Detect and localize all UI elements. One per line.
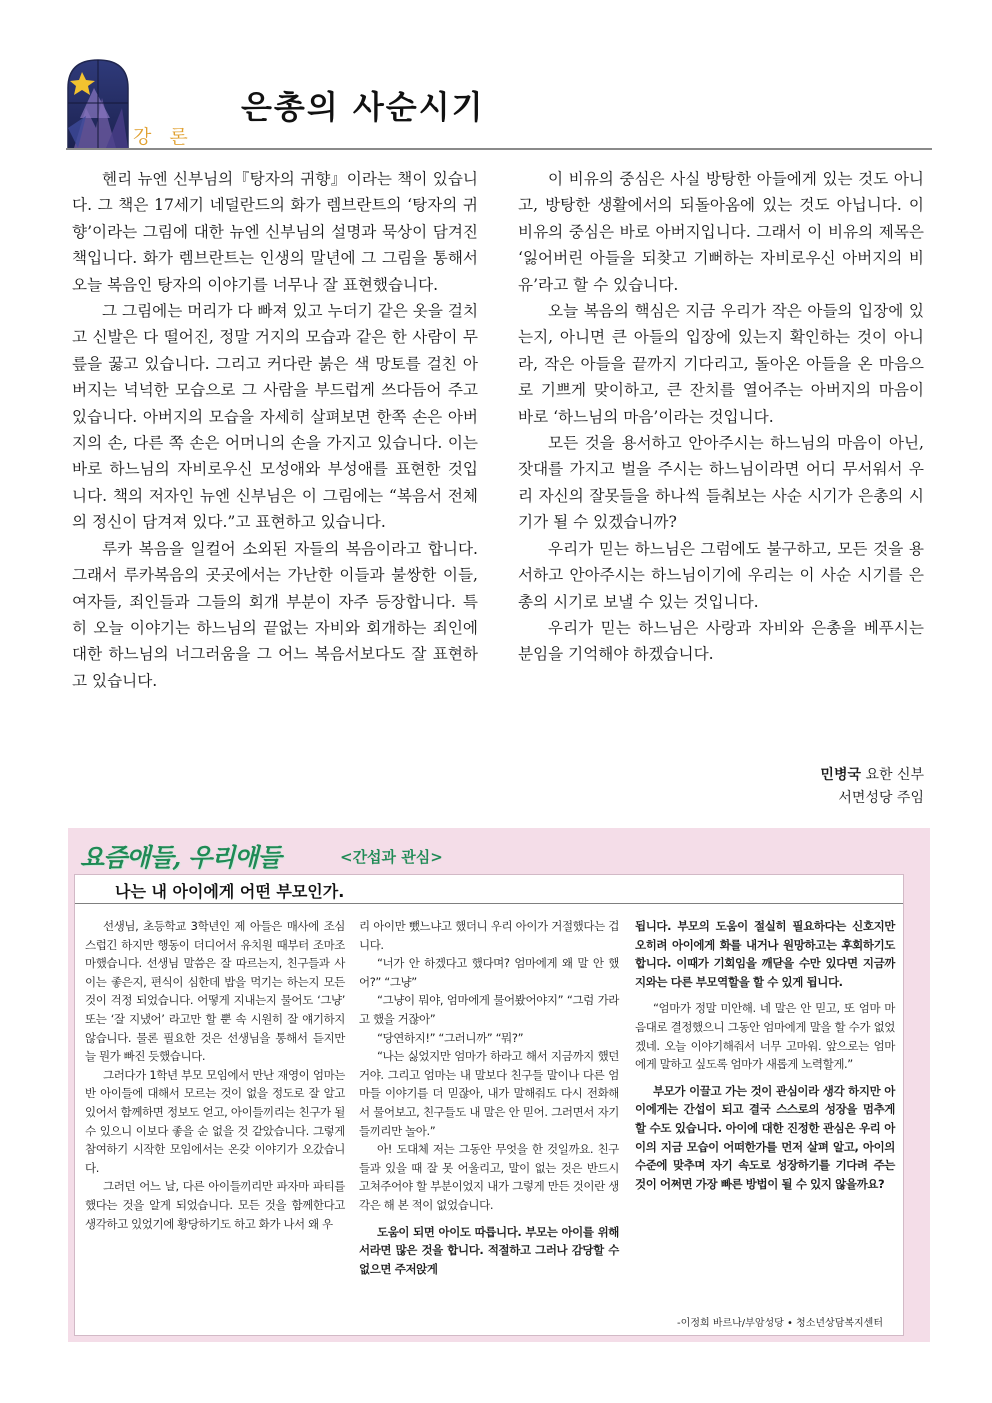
paragraph: 이 비유의 중심은 사실 방탕한 아들에게 있는 것도 아니고, 방탕한 생활에서의 되돌아옴에 있는 것도 아닙니다. 이 비유의 중심은 바로 아버지입니다. 그래서 이 비유의 제목은 ‘잃어버린 아들을 되찾고 기뻐하는 자비로우신 아버지의 비유’라고 할 수 있습니다. bbox=[518, 170, 924, 294]
column-article bbox=[74, 874, 904, 1336]
page-title: 은총의 사순시기 bbox=[241, 88, 485, 126]
author-name: 민병국 bbox=[820, 767, 861, 783]
column-subtitle: <간섭과 관심> bbox=[340, 848, 443, 866]
paragraph: “당연하지!” “그러니까” “뭐?” bbox=[377, 1030, 524, 1045]
paragraph: 우리가 믿는 하느님은 그럼에도 불구하고, 모든 것을 용서하고 안아주시는 하느님이기에 우리는 이 사순 시기를 은총의 시기로 보낼 수 있는 것입니다. bbox=[518, 539, 924, 611]
paragraph: 오늘 복음의 핵심은 지금 우리가 작은 아들의 입장에 있는지, 아니면 큰 아들의 입장에 있는지 확인하는 것이 아니라, 작은 아들을 끝까지 기다리고, 돌아온 아들을 온 마음으로 기쁘게 맞이하고, 큰 잔치를 열어주는 아버지의 마음이 바로 ‘하느님의 마음’이라는 것입니다. bbox=[518, 302, 924, 426]
article-column-3 bbox=[635, 917, 895, 1193]
section-label: 강 론 bbox=[133, 126, 194, 148]
paragraph: 아! 도대체 저는 그동안 무엇을 한 것일까요. 친구들과 있을 때 잘 못 어울리고, 말이 없는 것은 반드시 고쳐주어야 할 부분이었지 내가 그렇게 만든 것이란 생각은 해 본 적이 없었습니다. bbox=[359, 1142, 619, 1212]
paragraph: 우리가 믿는 하느님은 사랑과 자비와 은총을 베푸시는 분임을 기억해야 하겠습니다. bbox=[518, 618, 924, 664]
paragraph: “엄마가 정말 미안해. 네 말은 안 믿고, 또 엄마 마음대로 결정했으니 그동안 엄마에게 말을 할 수가 없었겠네. 오늘 이야기해줘서 너무 고마워. 앞으로는 엄마에게 말하고 싶도록 엄마가 새롭게 노력할게.” bbox=[635, 1001, 895, 1072]
author-parish: 서면성당 주임 bbox=[838, 790, 924, 806]
paragraph: 부모가 이끌고 가는 것이 관심이라 생각 하지만 아이에게는 간섭이 되고 결국 스스로의 성장을 멈추게 할 수도 있습니다. 아이에 대한 진정한 관심은 우리 아이의 지금 모습이 어떠한가를 먼저 살펴 알고, 아이의 수준에 맞추며 자기 속도로 성장하기를 기다려 주는 것이 어쩌면 가장 빠른 방법이 될 수 있지 않을까요? bbox=[635, 1083, 895, 1191]
parenting-column bbox=[68, 828, 930, 1342]
sermon-left-column bbox=[72, 166, 478, 694]
paragraph: 리 아이만 뺐느냐고 했더니 우리 아이가 거절했다는 겁니다. bbox=[359, 919, 619, 952]
stained-glass-logo bbox=[66, 58, 130, 148]
paragraph: 루카 복음을 일컬어 소외된 자들의 복음이라고 합니다. 그래서 루카복음의 곳곳에서는 가난한 이들과 불쌍한 이들, 여자들, 죄인들과 그들의 회개 부분이 자주 등장합니다. 특히 오늘 이야기는 하느님의 끝없는 자비와 회개하는 죄인에 대한 하느님의 너그러움을 그 어느 복음서보다도 잘 표현하고 있습니다. bbox=[72, 539, 478, 690]
article-title: 나는 내 아이에게 어떤 부모인가. bbox=[115, 882, 345, 901]
author-signature bbox=[820, 764, 924, 810]
paragraph: 헨리 뉴엔 신부님의『탕자의 귀향』이라는 책이 있습니다. 그 책은 17세기 네덜란드의 화가 렘브란트의 ‘탕자의 귀향’이라는 그림에 대한 뉴엔 신부님의 설명과 묵상이 담겨진 책입니다. 화가 렘브란트는 인생의 말년에 그 그림을 통해서 오늘 복음인 탕자의 이야기를 너무나 잘 표현했습니다. bbox=[72, 170, 478, 294]
paragraph: “나는 싫었지만 엄마가 하라고 해서 지금까지 했던 거야. 그리고 엄마는 내 말보다 친구들 말이나 다른 엄마들 이야기를 더 믿잖아, 내가 말해줘도 다시 전화해서 물어보고, 친구들도 내 말은 안 믿어. 그러면서 자기들끼리만 놀아.” bbox=[359, 1049, 619, 1138]
paragraph: 그러던 어느 날, 다른 아이들끼리만 파자마 파티를 했다는 것을 알게 되었습니다. 모든 것을 함께한다고 생각하고 있었기에 황당하기도 하고 화가 나서 왜 우 bbox=[85, 1179, 345, 1231]
paragraph: “너가 안 하겠다고 했다며? 엄마에게 왜 말 안 했어?” “그냥” bbox=[359, 956, 619, 989]
article-column-2 bbox=[359, 917, 619, 1278]
paragraph: 모든 것을 용서하고 안아주시는 하느님의 마음이 아닌, 잣대를 가지고 벌을 주시는 하느님이라면 어디 무서워서 우리 자신의 잘못들을 하나씩 들춰보는 사순 시기가 은총의 시기가 될 수 있겠습니까? bbox=[518, 434, 924, 532]
column-title: 요즘애들, 우리애들 bbox=[80, 843, 281, 872]
paragraph: 그 그림에는 머리가 다 빠져 있고 누더기 같은 옷을 걸치고 신발은 다 떨어진, 정말 거지의 모습과 같은 한 사람이 무릎을 꿇고 있습니다. 그리고 커다란 붉은 색 망토를 걸친 아버지는 넉넉한 모습으로 그 사람을 부드럽게 쓰다듬어 주고 있습니다. 아버지의 모습을 자세히 살펴보면 한쪽 손은 아버지의 손, 다른 쪽 손은 어머니의 손을 가지고 있습니다. 이는 바로 하느님의 자비로우신 모성애와 부성애를 표현한 것입니다. 책의 저자인 뉴엔 신부님은 이 그림에는 “복음서 전체의 정신이 담겨져 있다.”고 표현하고 있습니다. bbox=[72, 302, 479, 532]
title-divider bbox=[66, 148, 932, 150]
column-credit: -이정희 바르나/부암성당 • 청소년상담복지센터 bbox=[677, 1318, 883, 1329]
article-title-underline bbox=[75, 903, 903, 904]
paragraph: 선생님, 초등학교 3학년인 제 아들은 매사에 조심스럽긴 하지만 행동이 더디어서 유치원 때부터 조마조마했습니다. 선생님 말씀은 잘 따르는지, 친구들과 사이는 좋은지, 편식이 심한데 밥을 먹기는 하는지 모든 것이 걱정 되었습니다. 어떻게 지내는지 물어도 ‘그냥’ 또는 ‘잘 지냈어’ 라고만 할 뿐 속 시원히 잘 얘기하지 않습니다. 물론 필요한 것은 선생님을 통해서 듣지만 늘 뭔가 빠진 듯했습니다. bbox=[85, 919, 345, 1064]
author-role: 요한 신부 bbox=[865, 767, 924, 783]
paragraph: 됩니다. 부모의 도움이 절실히 필요하다는 신호지만 오히려 아이에게 화를 내거나 원망하고는 후회하기도 합니다. 이때가 기회임을 깨닫을 수만 있다면 지금까지와는 다른 부모역할을 할 수 있게 됩니다. bbox=[635, 919, 895, 989]
sermon-right-column bbox=[518, 166, 924, 668]
paragraph: “그냥이 뭐야, 엄마에게 물어봤어야지” “그럼 가라고 했을 거잖아” bbox=[359, 993, 619, 1026]
article-column-1 bbox=[85, 917, 345, 1233]
paragraph: 도움이 되면 아이도 따릅니다. 부모는 아이를 위해서라면 많은 것을 합니다. 적절하고 그러나 감당할 수 없으면 주저앉게 bbox=[359, 1224, 619, 1276]
paragraph: 그러다가 1학년 부모 모임에서 만난 재영이 엄마는 반 아이들에 대해서 모르는 것이 없을 정도로 잘 알고 있어서 함께하면 정보도 얻고, 아이들끼리는 친구가 될 수 있으니 이보다 좋을 순 없을 것 같았습니다. 그렇게 참여하기 시작한 모임에서는 온갖 이야기가 오갔습니다. bbox=[85, 1067, 345, 1175]
